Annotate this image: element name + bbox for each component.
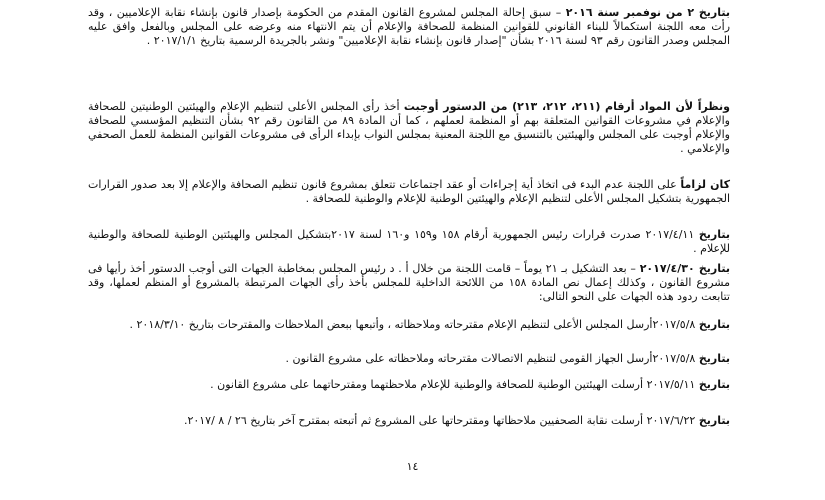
paragraph-body: ٢٠١٧/٥/٨أرسل المجلس الأعلى لتنظيم الإعلام مقترحاته وملاحظاته ، وأتبعها ببعض الملاحظات والمقترحات بتاريخ ٢٠١٨/٣/١٠ . [129,318,699,331]
paragraph-body: على اللجنة عدم البدء فى اتخاذ أية إجراءات أو عقد اجتماعات تتعلق بمشروع قانون تنظيم الصحافة والإعلام إلا بعد صدور القرارات الجمهورية بتشكيل المجلس الأعلى لتنظيم الإعلام والهيئتين الوطنية للإعلام والوطنية للصحافة . [88,178,730,205]
paragraph-7 [88,352,730,366]
paragraph-body: – بعد التشكيل بـ ٢١ يوماً – قامت اللجنة من خلال أ . د رئيس المجلس بمخاطبة الجهات التى أوجب الدستور أخذ رأيها فى مشروع القانون ، وكذلك إعمال نص المادة ١٥٨ من اللائحة الداخلية للمجلس بأخذ رأى الجهات المرتبطة بالمشروع أو المنظم لعملها، وقد تتابعت ردود هذه الجهات على النحو التالى: [88,262,730,303]
paragraph-1 [88,6,730,48]
page-number: ١٤ [406,460,419,473]
paragraph-body: أخذ رأى المجلس الأعلى لتنظيم الإعلام والهيئتين الوطنيتين للصحافة والإعلام في مشروعات القوانين المتعلقة بهم أو المنظمة لعملهم ، كما أن المادة ٨٩ من القانون رقم ٩٢ بشأن التنظيم المؤسسي للصحافة والإعلام أوجبت على المجلس والهيئتين بالتنسيق مع اللجنة المعنية بمجلس النواب بإبداء الرأى فى مشروعات القوانين المنظمة للعمل الصحفي والإعلامي . [88,100,730,155]
paragraph-6 [88,318,730,332]
paragraph-lead: ونظراً لأن المواد أرقام (٢١١، ٢١٢، ٢١٣) من الدستور أوجبت [403,100,730,113]
paragraph-body: – سبق إحالة المجلس لمشروع القانون المقدم من الحكومة بإصدار قانون بإنشاء نقابة الإعلاميين ، وقد رأت معه اللجنة استكمالاً للبناء القانوني للقوانين المنظمة للصحافة والإعلام أن يتم الانتهاء منه وعرضه على المجلس وبالفعل وافق عليه المجلس وصدر القانون رقم ٩٣ لسنة ٢٠١٦ بشأن "إصدار قانون بإنشاء نقابة الإعلاميين" ونشر بالجريدة الرسمية بتاريخ ٢٠١٧/١/١ . [88,6,730,47]
paragraph-lead: بتاريخ ٢٠١٧/٤/٣٠ [639,262,730,275]
paragraph-lead: بتاريخ ٢ من نوفمبر سنة ٢٠١٦ [565,6,730,19]
paragraph-5 [88,262,730,304]
paragraph-lead: بتاريخ [698,352,730,365]
paragraph-3 [88,178,730,206]
paragraph-4 [88,228,730,256]
paragraph-9 [88,414,730,428]
paragraph-body: ٢٠١٧/٤/١١ صدرت قرارات رئيس الجمهورية أرقام ١٥٨ و١٥٩ و١٦٠ لسنة ٢٠١٧بتشكيل المجلس والهيئتين الوطنية للصحافة والوطنية للإعلام . [88,228,730,255]
paragraph-2 [88,100,730,156]
paragraph-body: ٢٠١٧/٦/٢٢ أرسلت نقابة الصحفيين ملاحظاتها ومقترحاتها على المشروع ثم أتبعته بمقترح آخر بتاريخ ٢٦ / ٨ /٢٠١٧. [183,414,699,427]
paragraph-lead: بتاريخ [698,228,731,241]
paragraph-lead: بتاريخ [698,318,730,331]
paragraph-lead: بتاريخ [698,414,730,427]
paragraph-body: ٢٠١٧/٥/١١ أرسلت الهيئتين الوطنية للصحافة والوطنية للإعلام ملاحظتهما ومقترحاتهما على مشروع القانون . [210,378,699,391]
paragraph-8 [88,378,730,392]
paragraph-lead: كان لزاماً [680,178,731,191]
paragraph-body: ٢٠١٧/٥/٨أرسل الجهاز القومى لتنظيم الاتصالات مقترحاته وملاحظاته على مشروع القانون . [285,352,699,365]
paragraph-lead: بتاريخ [698,378,730,391]
